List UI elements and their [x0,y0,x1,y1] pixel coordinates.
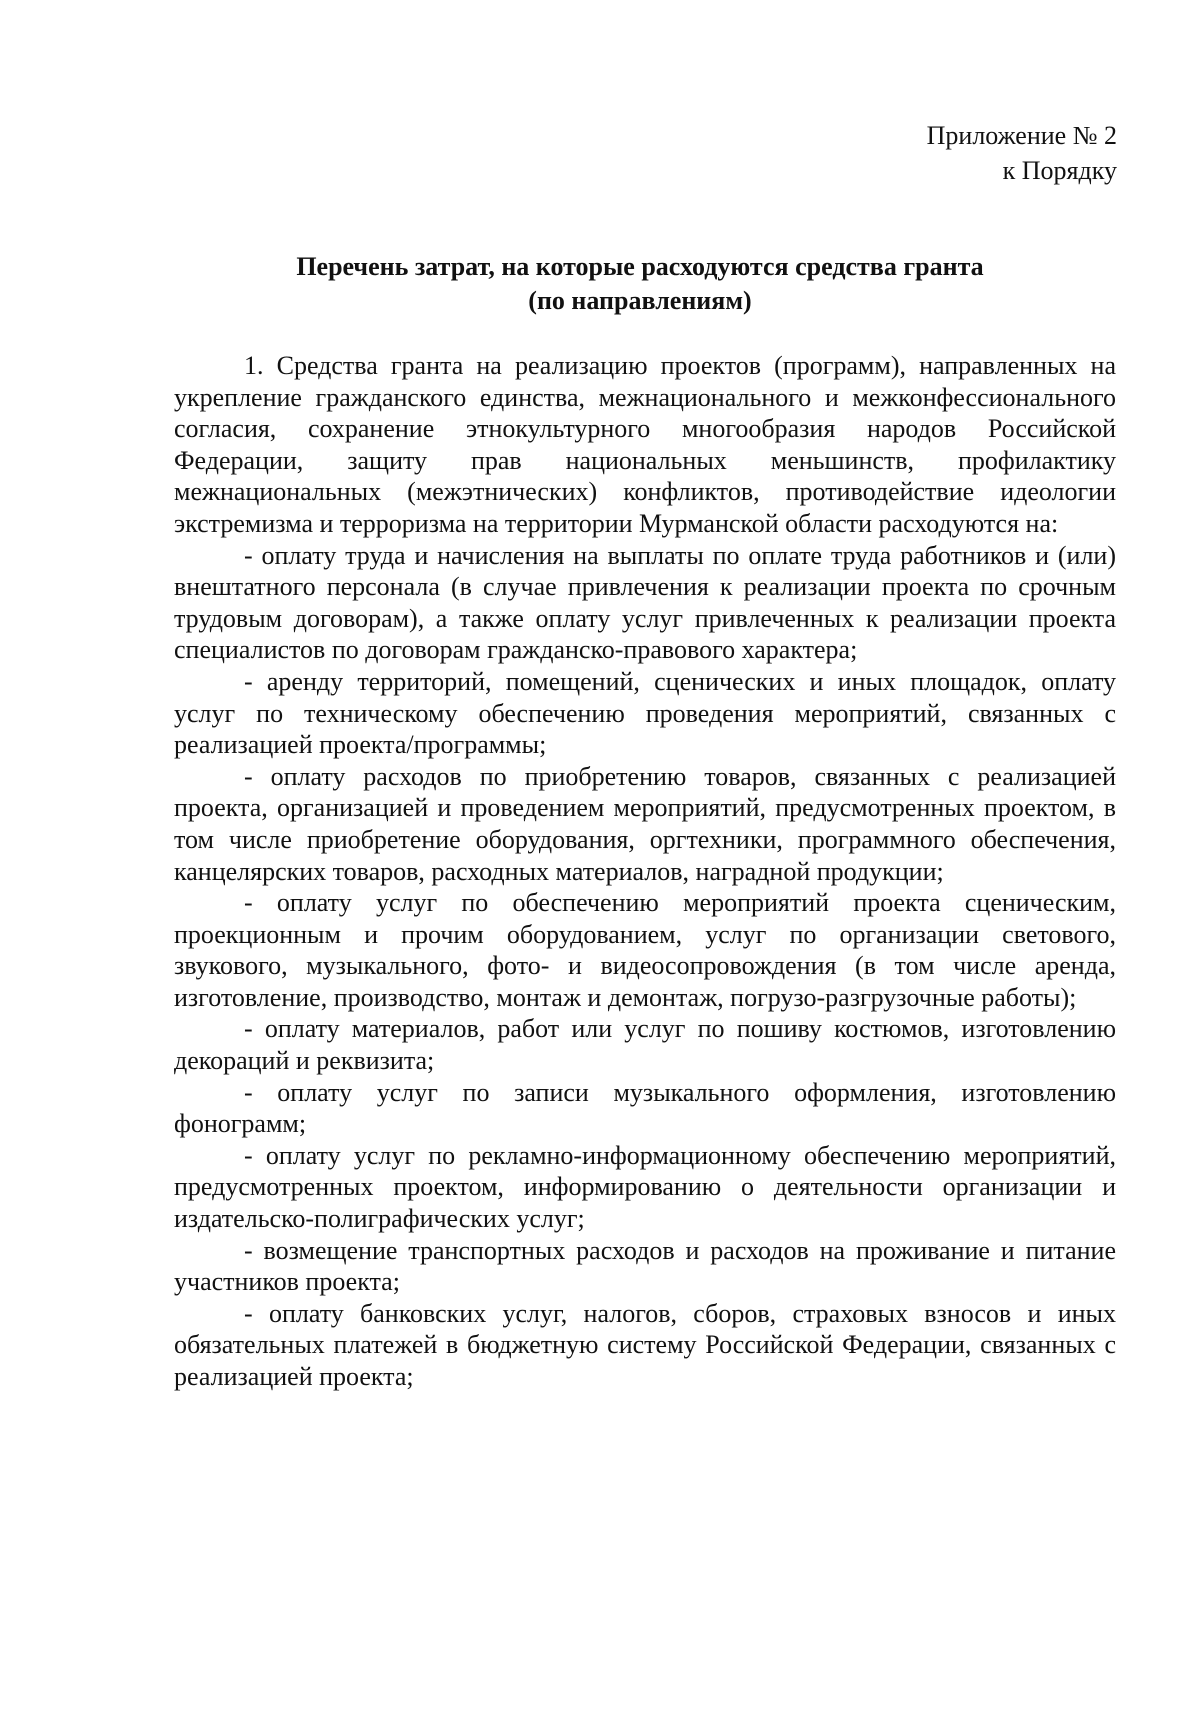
list-item-goods: - оплату расходов по приобретению товаров, связанных с реализацией проекта, организацией и проведением мероприятий, предусмотренных проектом, в том числе приобретение оборудования, оргтехники, программного обеспечения, канцелярских товаров, расходных материалов, наградной продукции; [174,761,1116,886]
title-line-2: (по направлениям) [528,286,752,315]
list-item-music-recording: - оплату услуг по записи музыкального оформления, изготовлению фонограмм; [174,1077,1116,1139]
list-item-equipment-services: - оплату услуг по обеспечению мероприятий проекта сценическим, проекционным и прочим оборудованием, услуг по организации светового, звукового, музыкального, фото- и видеосопровождения (в том числе аренда, изготовление, производство, монтаж и демонтаж, погрузо-разгрузочные работы); [174,888,1116,1012]
list-item-advertising: - оплату услуг по рекламно-информационному обеспечению мероприятий, предусмотренных проектом, информированию о деятельности организации и издательско-полиграфических услуг; [174,1140,1116,1234]
document-body [174,350,1116,1393]
annex-reference: к Порядку [1002,156,1117,185]
list-item-costumes: - оплату материалов, работ или услуг по пошиву костюмов, изготовлению декораций и реквизита; [174,1014,1116,1076]
annex-header [927,118,1117,188]
annex-number: Приложение № 2 [926,121,1117,150]
paragraph-intro: 1. Средства гранта на реализацию проектов (программ), направленных на укрепление гражданского единства, межнационального и межконфессионального согласия, сохранение этнокультурного многообразия народов Российской Федерации, защиту прав национальных меньшинств, профилактику межнациональных (межэтнических) конфликтов, противодействие идеологии экстремизма и терроризма на территории Мурманской области расходуются на: [174,351,1116,538]
list-item-transport: - возмещение транспортных расходов и расходов на проживание и питание участников проекта; [174,1235,1116,1297]
title-line-1: Перечень затрат, на которые расходуются средства гранта [296,252,984,281]
document-title [160,250,1120,318]
list-item-labor: - оплату труда и начисления на выплаты по оплате труда работников и (или) внештатного персонала (в случае привлечения к реализации проекта по срочным трудовым договорам), а также оплату услуг привлеченных к реализации проекта специалистов по договорам гражданско-правового характера; [174,540,1116,665]
list-item-banking-taxes: - оплату банковских услуг, налогов, сборов, страховых взносов и иных обязательных платежей в бюджетную систему Российской Федерации, связанных с реализацией проекта; [174,1298,1116,1391]
list-item-rent: - аренду территорий, помещений, сценических и иных площадок, оплату услуг по техническому обеспечению проведения мероприятий, связанных с реализацией проекта/программы; [174,666,1116,760]
